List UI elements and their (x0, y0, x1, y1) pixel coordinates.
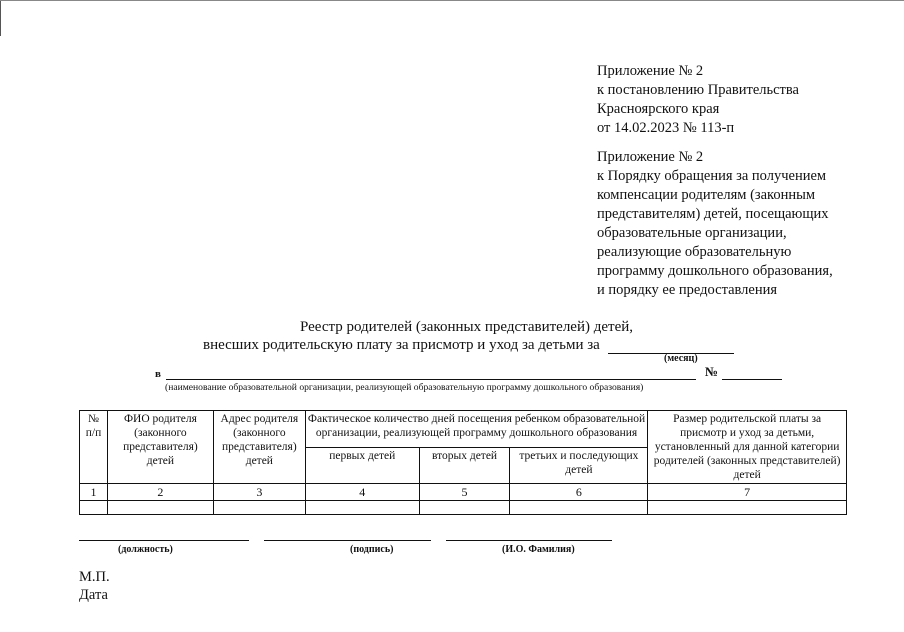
appendix-line: образовательные организации, (597, 225, 787, 241)
register-table (79, 410, 847, 515)
empty-cell (419, 501, 510, 515)
appendix-line: Приложение № 2 (597, 149, 704, 165)
empty-cell (510, 501, 648, 515)
signature-caption: (подпись) (350, 544, 394, 555)
appendix-line: к постановлению Правительства (597, 82, 799, 98)
document-title-line-2: внесших родительскую плату за присмотр и уход за детьми за (203, 337, 600, 353)
column-number: 3 (213, 484, 305, 501)
position-fill-line (79, 540, 249, 541)
appendix-line: от 14.02.2023 № 113-п (597, 120, 735, 136)
header-fio: ФИО родителя (законного представителя) детей (107, 411, 213, 484)
empty-cell (305, 501, 419, 515)
column-number: 4 (305, 484, 419, 501)
header-fee: Размер родительской платы за присмотр и уход за детьми, установленный для данной категории родителей (законных представителей) детей (648, 411, 847, 484)
header-days-third: третьих и последующих детей (510, 447, 648, 484)
name-fill-line (446, 540, 612, 541)
date-label: Дата (79, 587, 108, 603)
table-header-row (80, 411, 847, 448)
number-label: № (705, 364, 719, 379)
appendix-line: Красноярского края (597, 101, 720, 117)
appendix-line: компенсации родителям (законным (597, 187, 816, 203)
signature-fill-line (264, 540, 431, 541)
stamp-label: М.П. (79, 569, 110, 585)
appendix-line: Приложение № 2 (597, 63, 704, 79)
name-caption: (И.О. Фамилия) (502, 544, 575, 555)
column-number: 2 (107, 484, 213, 501)
appendix-resolution-block (597, 62, 897, 138)
header-address: Адрес родителя (законного представителя) детей (213, 411, 305, 484)
empty-cell (107, 501, 213, 515)
org-prefix: в (155, 368, 161, 380)
number-fill-line (722, 379, 782, 380)
appendix-line: представителям) детей, посещающих (597, 206, 829, 222)
empty-cell (80, 501, 108, 515)
header-days-first: первых детей (305, 447, 419, 484)
column-number: 6 (510, 484, 648, 501)
header-days-group: Фактическое количество дней посещения ребенком образовательной организации, реализующей программу дошкольного образования (305, 411, 647, 448)
header-num: № п/п (80, 411, 108, 484)
appendix-line: к Порядку обращения за получением (597, 168, 827, 184)
appendix-line: реализующие образовательную (597, 244, 792, 260)
org-caption: (наименование образовательной организации, реализующей образовательную программу дошкольного образования) (165, 382, 644, 393)
appendix-line: программу дошкольного образования, (597, 263, 833, 279)
empty-cell (213, 501, 305, 515)
header-days-second: вторых детей (419, 447, 510, 484)
table-empty-row (80, 501, 847, 515)
appendix-line: и порядку ее предоставления (597, 282, 778, 298)
org-fill-line (166, 379, 696, 380)
table-number-row (80, 484, 847, 501)
empty-cell (648, 501, 847, 515)
document-title-line-1: Реестр родителей (законных представителей) детей, (300, 319, 634, 335)
appendix-procedure-block (597, 148, 897, 300)
page-edge-top (0, 0, 904, 1)
column-number: 1 (80, 484, 108, 501)
column-number: 5 (419, 484, 510, 501)
page-edge (0, 0, 1, 36)
position-caption: (должность) (118, 544, 173, 555)
column-number: 7 (648, 484, 847, 501)
month-caption: (месяц) (664, 353, 698, 364)
